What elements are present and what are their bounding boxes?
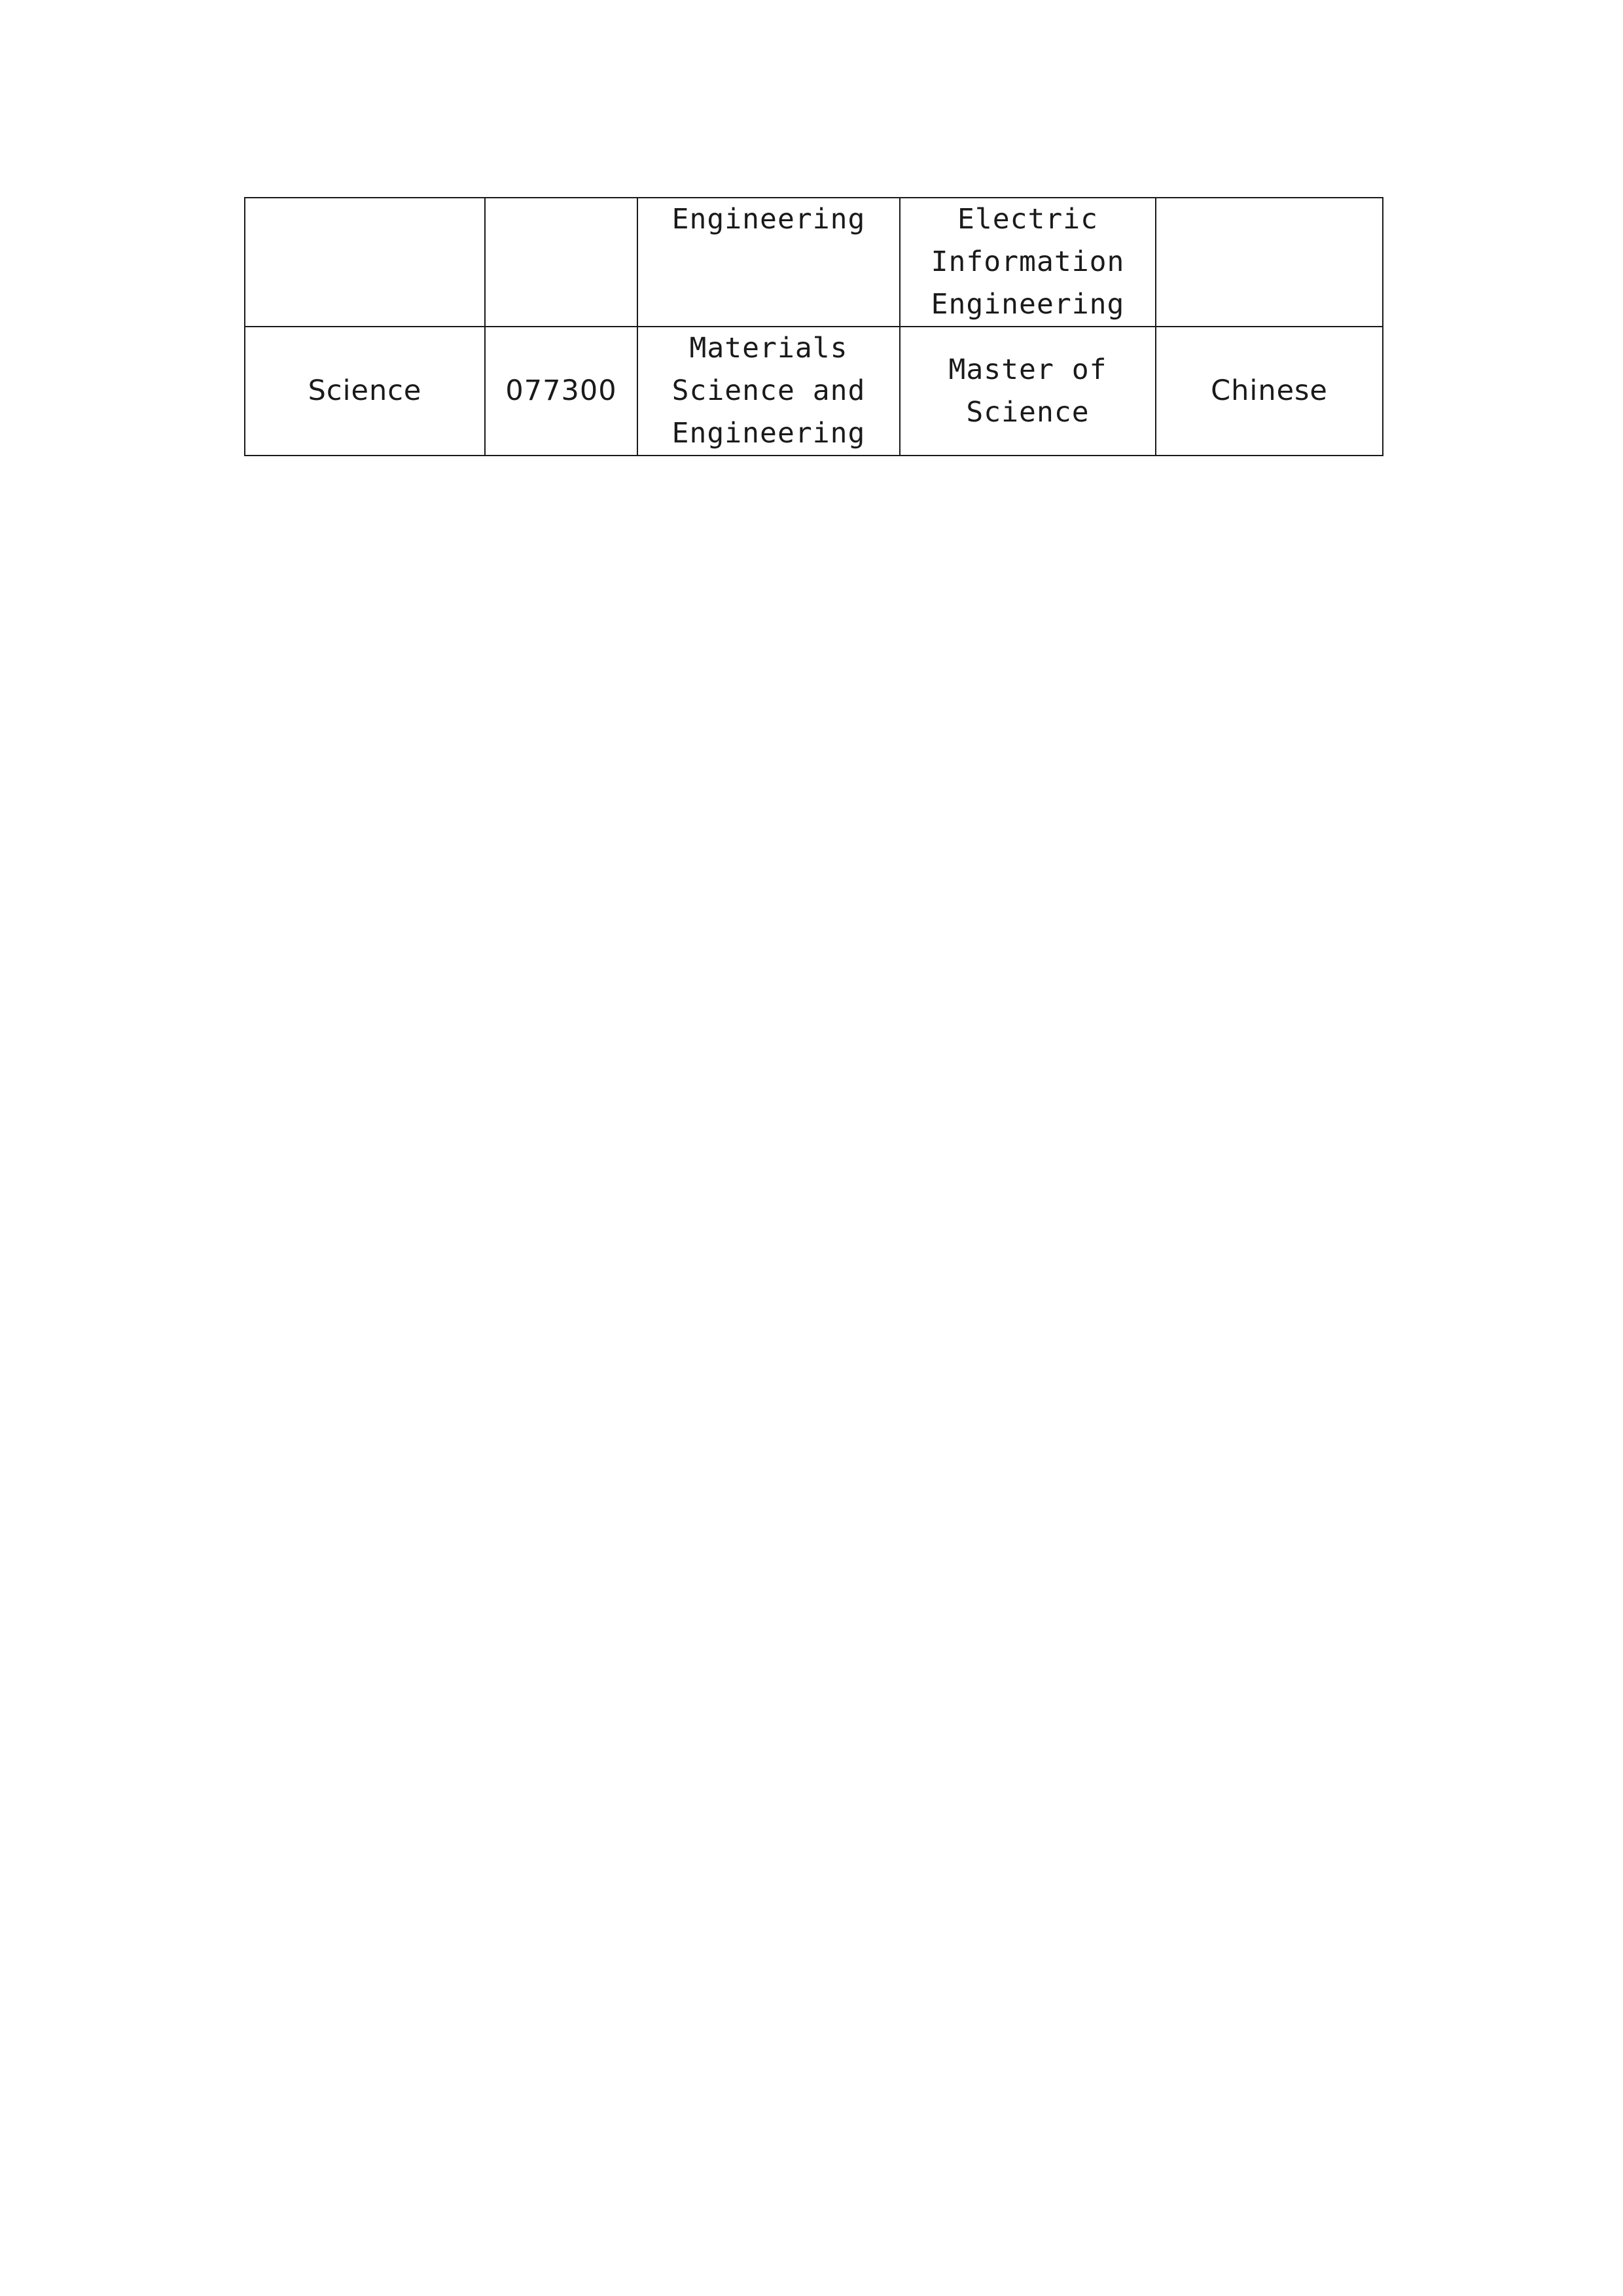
cell-text: 077300 bbox=[505, 374, 617, 407]
table-cell bbox=[900, 198, 1156, 327]
table-cell bbox=[245, 327, 485, 456]
table-cell bbox=[900, 327, 1156, 456]
table-cell bbox=[1156, 327, 1383, 456]
cell-text: Master of Science bbox=[948, 353, 1107, 429]
table-cell bbox=[485, 198, 637, 327]
cell-text: Science bbox=[308, 374, 422, 407]
table-cell bbox=[245, 198, 485, 327]
program-table bbox=[244, 197, 1383, 456]
table-cell bbox=[485, 327, 637, 456]
cell-text: Electric Information Engineering bbox=[931, 203, 1125, 321]
table-row bbox=[245, 198, 1383, 327]
cell-text: Materials Science and Engineering bbox=[671, 332, 866, 450]
cell-text: Engineering bbox=[671, 203, 866, 236]
table-cell bbox=[1156, 198, 1383, 327]
table-row bbox=[245, 327, 1383, 456]
table-cell bbox=[637, 198, 900, 327]
cell-text: Chinese bbox=[1211, 374, 1328, 407]
table-cell bbox=[637, 327, 900, 456]
